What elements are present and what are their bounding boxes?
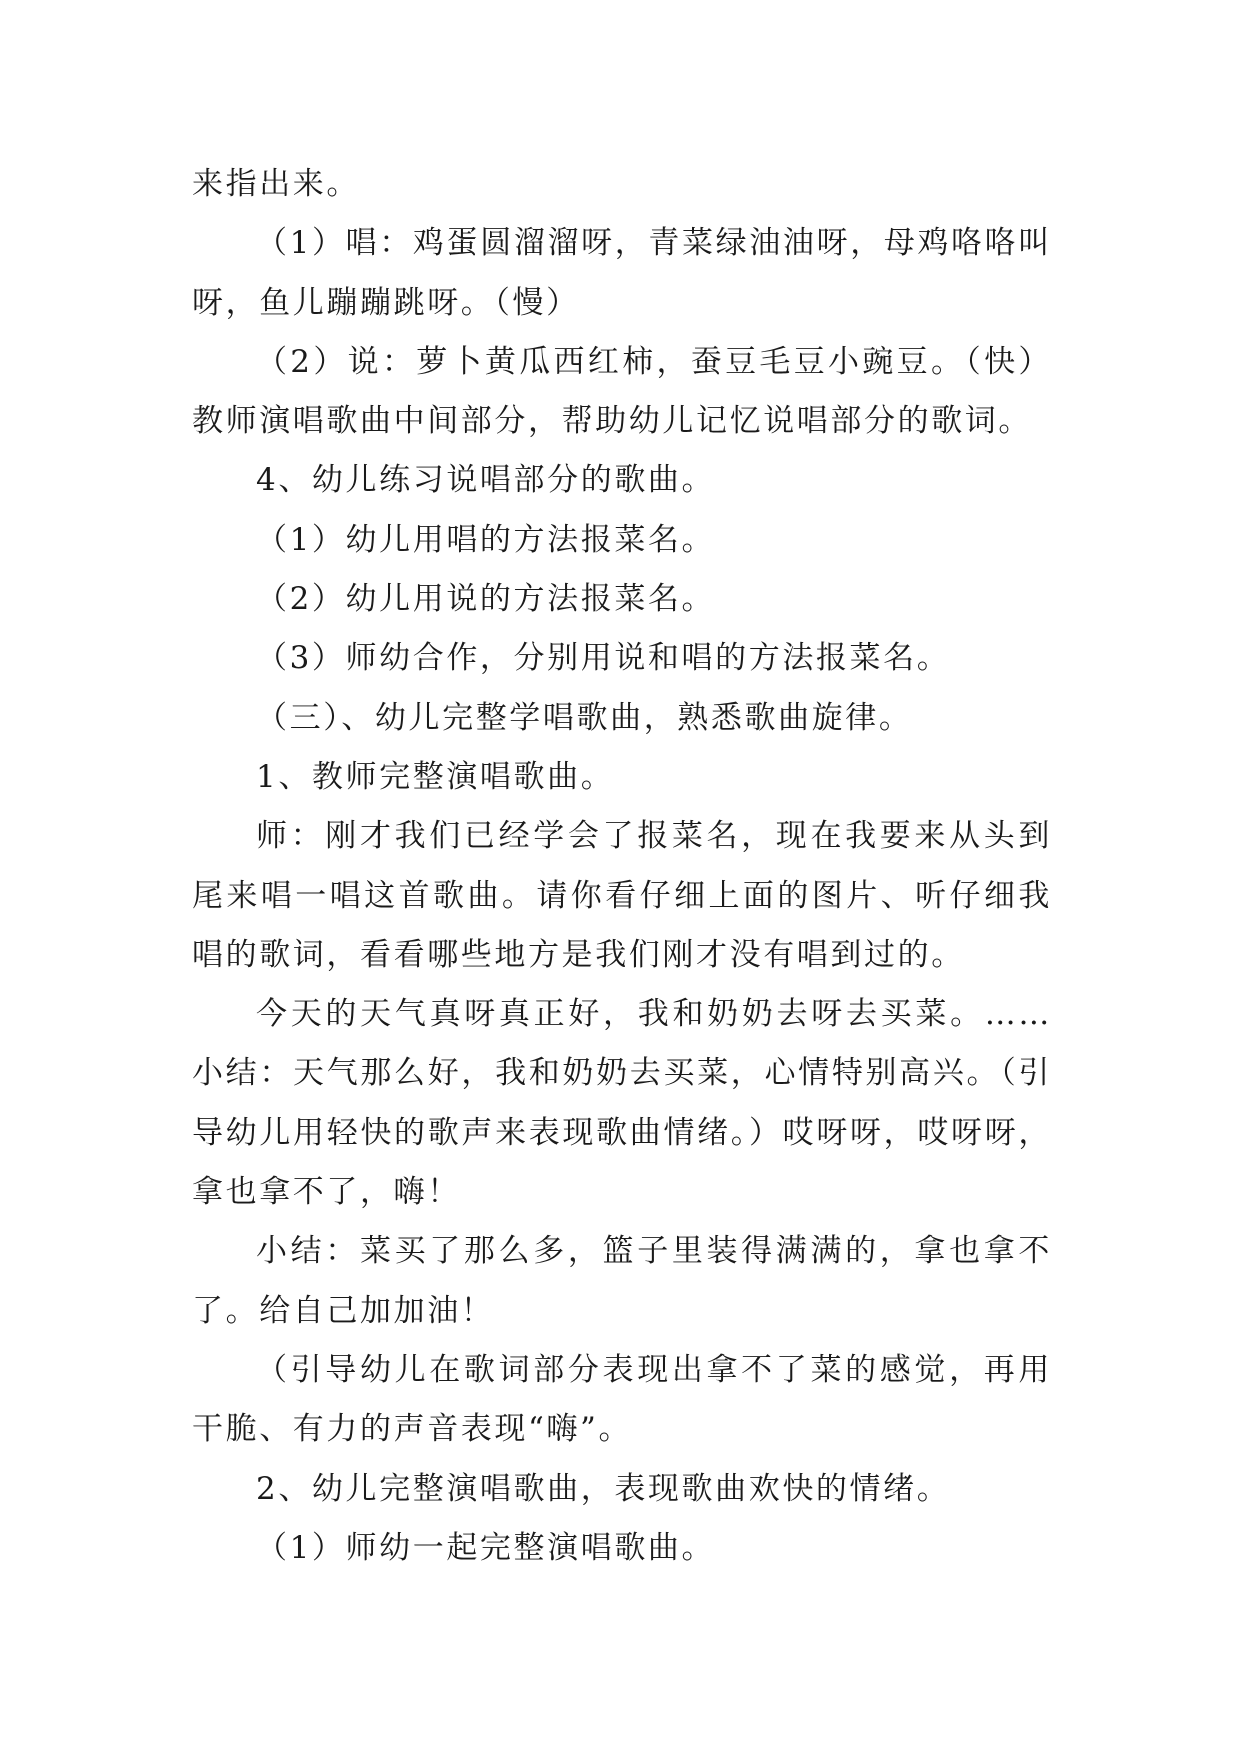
paragraph: （引导幼儿在歌词部分表现出拿不了菜的感觉，再用干脆、有力的声音表现“嗨”。 <box>192 1351 1052 1448</box>
paragraph: （2）说：萝卜黄瓜西红柿，蚕豆毛豆小豌豆。（快）教师演唱歌曲中间部分，帮助幼儿记忆说唱部分的歌词。 <box>192 343 1052 440</box>
paragraph: （3）师幼合作，分别用说和唱的方法报菜名。 <box>256 640 951 677</box>
paragraph: 4、幼儿练习说唱部分的歌曲。 <box>256 462 716 499</box>
paragraph: （2）幼儿用说的方法报菜名。 <box>256 581 716 618</box>
paragraph: （1）师幼一起完整演唱歌曲。 <box>256 1529 716 1566</box>
paragraph: 来指出来。 <box>192 166 360 202</box>
paragraph: （1）幼儿用唱的方法报菜名。 <box>256 521 716 558</box>
document-body <box>192 155 1052 1578</box>
paragraph: 小结：菜买了那么多，篮子里装得满满的，拿也拿不了。给自己加加油！ <box>192 1233 1052 1329</box>
paragraph: 2、幼儿完整演唱歌曲，表现歌曲欢快的情绪。 <box>256 1470 951 1507</box>
paragraph: （1）唱：鸡蛋圆溜溜呀，青菜绿油油呀，母鸡咯咯叫呀，鱼儿蹦蹦跳呀。（慢） <box>192 225 1052 321</box>
paragraph: （三）、幼儿完整学唱歌曲，熟悉歌曲旋律。 <box>256 699 913 736</box>
paragraph: 今天的天气真呀真正好，我和奶奶去呀去买菜。……小结：天气那么好，我和奶奶去买菜，心情特别高兴。（引导幼儿用轻快的歌声来表现歌曲情绪。）哎呀呀，哎呀呀，拿也拿不了，嗨！ <box>192 996 1052 1211</box>
paragraph: 师：刚才我们已经学会了报菜名，现在我要来从头到尾来唱一唱这首歌曲。请你看仔细上面的图片、听仔细我唱的歌词，看看哪些地方是我们刚才没有唱到过的。 <box>192 818 1052 973</box>
paragraph: 1、教师完整演唱歌曲。 <box>256 758 615 795</box>
